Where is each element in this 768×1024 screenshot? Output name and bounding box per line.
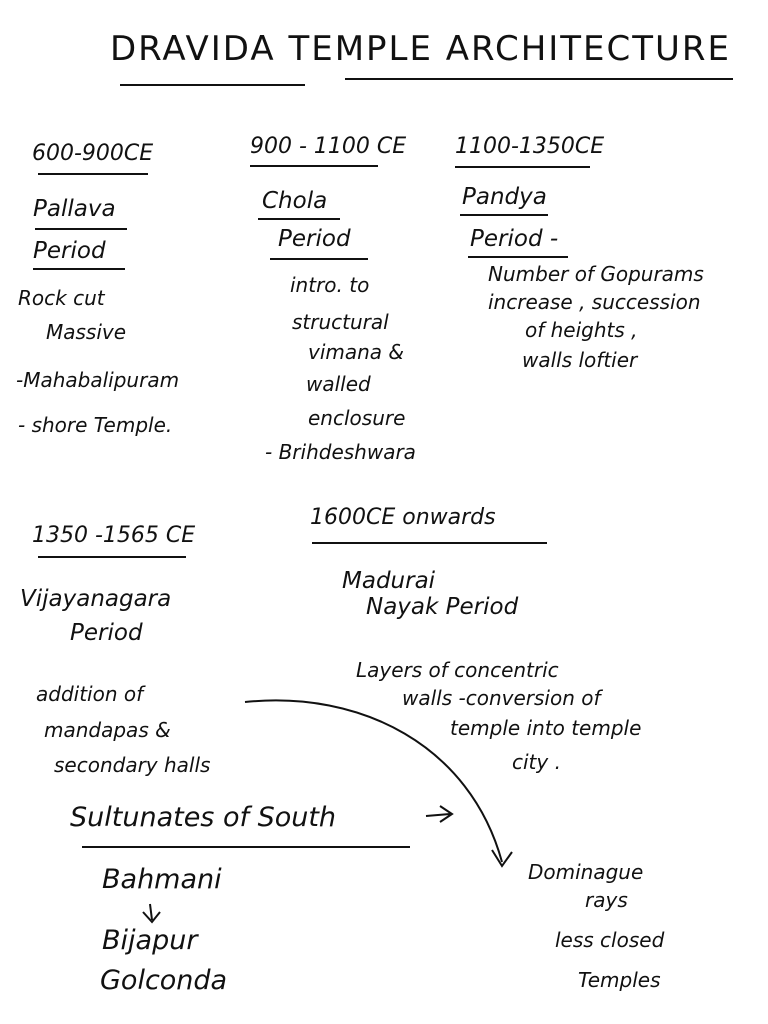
pallava-date: 600-900CE xyxy=(32,141,154,166)
pandya-label: Pandya xyxy=(462,184,547,210)
pallava-note-4: - shore Temple. xyxy=(18,413,173,437)
pandya-period: Period - xyxy=(470,226,559,252)
pallava-note-3: -Mahabalipuram xyxy=(16,368,180,392)
nayak-note-3: temple into temple xyxy=(450,716,642,740)
sultanates-heading: Sultunates of South xyxy=(70,802,337,833)
pandya-note-2: increase , succession xyxy=(488,290,701,314)
vijayanagara-note-3: secondary halls xyxy=(54,753,211,777)
pandya-note-4: walls loftier xyxy=(522,348,638,372)
chola-note-4: walled xyxy=(306,372,371,396)
nayak-note-4: city . xyxy=(512,750,561,774)
pallava-note-1: Rock cut xyxy=(18,286,105,310)
chola-period: Period xyxy=(278,226,351,252)
chola-date: 900 - 1100 CE xyxy=(250,134,407,159)
right-note-1: Dominague xyxy=(528,860,644,884)
pandya-note-1: Number of Gopurams xyxy=(488,262,704,286)
sultanate-item-golconda: Golconda xyxy=(100,965,228,996)
chola-note-1: intro. to xyxy=(290,273,370,297)
right-note-2: rays xyxy=(585,888,628,912)
sultanates-arrow xyxy=(426,806,452,822)
nayak-note-2: walls -conversion of xyxy=(402,686,601,710)
vijayanagara-date: 1350 -1565 CE xyxy=(32,523,196,548)
curved-arrow-head xyxy=(492,850,512,866)
pallava-note-2: Massive xyxy=(46,320,127,344)
nayak-period: Nayak Period xyxy=(366,594,519,620)
down-arrow xyxy=(143,904,160,922)
nayak-note-1: Layers of concentric xyxy=(356,658,559,682)
pandya-date: 1100-1350CE xyxy=(455,134,605,159)
page-title: DRAVIDA TEMPLE ARCHITECTURE xyxy=(110,29,732,69)
chola-note-5: enclosure xyxy=(308,406,406,430)
vijayanagara-period: Period xyxy=(70,620,143,646)
chola-label: Chola xyxy=(262,188,328,214)
sultanate-item-bahmani: Bahmani xyxy=(102,864,222,895)
pallava-label: Pallava xyxy=(33,196,116,222)
pallava-period: Period xyxy=(33,238,106,264)
chola-note-6: - Brihdeshwara xyxy=(265,440,416,464)
pandya-note-3: of heights , xyxy=(525,318,638,342)
chola-note-3: vimana & xyxy=(308,340,405,364)
vijayanagara-note-1: addition of xyxy=(36,682,144,706)
nayak-label: Madurai xyxy=(342,568,436,594)
curved-arrow xyxy=(245,700,502,862)
chola-note-2: structural xyxy=(292,310,389,334)
right-note-3: less closed xyxy=(555,928,665,952)
vijayanagara-note-2: mandapas & xyxy=(44,718,171,742)
right-note-4: Temples xyxy=(578,968,661,992)
vijayanagara-label: Vijayanagara xyxy=(20,586,172,612)
sultanate-item-bijapur: Bijapur xyxy=(102,925,198,956)
nayak-date: 1600CE onwards xyxy=(310,505,496,530)
